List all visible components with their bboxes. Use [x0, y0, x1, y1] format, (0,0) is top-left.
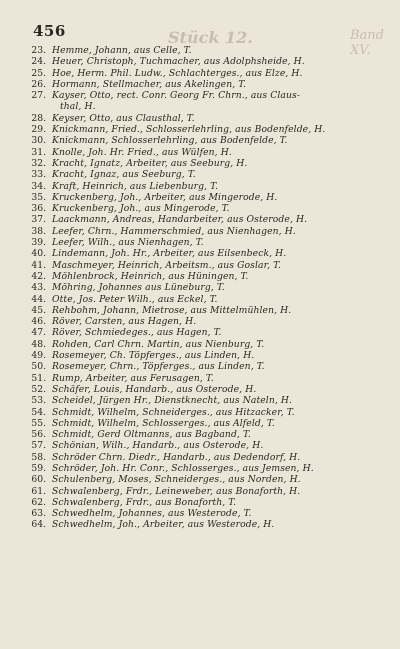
- entry-text: thal, H.: [60, 101, 96, 113]
- entry-text: Hemme, Johann, aus Celle, T.: [52, 45, 192, 56]
- entry-text: Rohden, Carl Chrn. Martin, aus Nienburg, T.: [52, 338, 265, 350]
- entry-number: 37.: [31, 214, 46, 226]
- entry-text: Knickmann, Fried., Schlosserlehrling, aus Bodenfelde, H.: [52, 124, 326, 136]
- entry-number: 28.: [31, 112, 46, 124]
- list-item: [20, 45, 388, 56]
- entry-text: Schwalenberg, Frdr., Leineweber, aus Bonaforth, H.: [52, 485, 301, 497]
- entry-number: 31.: [31, 146, 46, 158]
- list-item: [20, 305, 388, 316]
- list-item: [20, 395, 388, 406]
- list-item: [20, 68, 388, 79]
- entry-text: Schröder, Joh. Hr. Conr., Schlosserges., aus Jemsen, H.: [52, 462, 314, 474]
- list-item: [20, 169, 388, 180]
- entry-text: Kracht, Ignatz, Arbeiter, aus Seeburg, H.: [52, 157, 248, 169]
- entry-text: Rehbohm, Johann, Mietrose, aus Mittelmühlen, H.: [52, 304, 292, 316]
- entry-number: 42.: [31, 270, 46, 282]
- entry-number: 29.: [31, 124, 46, 136]
- entry-number: 59.: [31, 462, 46, 474]
- list-item: [20, 113, 388, 124]
- entry-text: Schwalenberg, Frdr., aus Bonaforth, T.: [52, 496, 237, 508]
- list-item: [20, 214, 388, 225]
- entry-text: Schulenberg, Moses, Schneiderges., aus Norden, H.: [52, 474, 301, 486]
- entry-number: 47.: [31, 327, 46, 339]
- entry-number: 56.: [31, 429, 46, 441]
- entry-number: 45.: [31, 304, 46, 316]
- entry-text: Scheidel, Jürgen Hr., Dienstknecht, aus Nateln, H.: [52, 395, 293, 407]
- list-item: [20, 248, 388, 259]
- entry-number: 24.: [31, 56, 46, 68]
- entry-text: Schwedhelm, Johannes, aus Westerode, T.: [52, 508, 252, 520]
- list-item: [20, 407, 388, 418]
- entry-number: 33.: [31, 169, 46, 181]
- entry-text: Maschmeyer, Heinrich, Arbeitsm., aus Goslar, T.: [52, 259, 282, 271]
- entry-number: 44.: [31, 293, 46, 305]
- list-item: [20, 508, 388, 519]
- list-item: [20, 440, 388, 451]
- list-item: [20, 429, 388, 440]
- entry-number: 53.: [31, 395, 46, 407]
- entry-text: Hoe, Herm. Phil. Ludw., Schlachterges., aus Elze, H.: [52, 67, 303, 79]
- entry-text: Röver, Schmiedeges., aus Hagen, T.: [52, 327, 222, 339]
- list-item: [20, 486, 388, 497]
- entry-text: Laackmann, Andreas, Handarbeiter, aus Osterode, H.: [52, 214, 308, 226]
- entry-text: Kruckenberg, Joh., aus Mingerode, T.: [52, 203, 230, 215]
- list-item: [20, 339, 388, 350]
- list-item: [20, 361, 388, 372]
- entry-text: Schmidt, Wilhelm, Schneiderges., aus Hitzacker, T.: [52, 406, 295, 418]
- entry-number: 49.: [31, 350, 46, 362]
- entry-list: [20, 45, 388, 531]
- entry-number: 58.: [31, 451, 46, 463]
- list-item: [20, 90, 388, 101]
- entry-text: Otte, Jos. Peter Wilh., aus Eckel, T.: [52, 293, 218, 305]
- entry-number: 40.: [31, 248, 46, 260]
- list-item: [20, 474, 388, 485]
- entry-text: Schröder Chrn. Diedr., Handarb., aus Dedendorf, H.: [52, 451, 301, 463]
- entry-text: Schmidt, Gerd Oltmanns, aus Bagband, T.: [52, 429, 251, 441]
- entry-text: Heuer, Christoph, Tuchmacher, aus Adolphsheide, H.: [52, 56, 305, 68]
- entry-text: Schwedhelm, Joh., Arbeiter, aus Westerode, H.: [52, 519, 275, 531]
- list-item: [20, 181, 388, 192]
- list-item: [20, 147, 388, 158]
- list-item: [20, 316, 388, 327]
- entry-number: 36.: [31, 203, 46, 215]
- entry-text: Leefer, Wilh., aus Nienhagen, T.: [52, 237, 204, 249]
- entry-text: Lindemann, Joh. Hr., Arbeiter, aus Eilsenbeck, H.: [52, 248, 287, 260]
- entry-number: 41.: [31, 259, 46, 271]
- entry-number: 38.: [31, 225, 46, 237]
- entry-text: Keyser, Otto, aus Clausthal, T.: [52, 112, 195, 124]
- list-item: [20, 282, 388, 293]
- list-item: [20, 135, 388, 146]
- entry-number: 27.: [31, 90, 46, 102]
- entry-number: 63.: [31, 508, 46, 520]
- entry-text: Schmidt, Wilhelm, Schlosserges., aus Alfeld, T.: [52, 417, 275, 429]
- entry-text: Rosemeyer, Ch. Töpferges., aus Linden, H.: [52, 350, 255, 362]
- entry-number: 32.: [31, 157, 46, 169]
- entry-number: 23.: [31, 45, 46, 56]
- entry-number: 34.: [31, 180, 46, 192]
- list-item: [20, 271, 388, 282]
- list-item: [20, 124, 388, 135]
- page-number: 456: [33, 22, 66, 40]
- list-item: [20, 327, 388, 338]
- entry-text: Kraft, Heinrich, aus Liebenburg, T.: [52, 180, 219, 192]
- list-item: [20, 226, 388, 237]
- entry-text: Schäfer, Louis, Handarb., aus Osterode, H.: [52, 383, 257, 395]
- faint-band-bleedthrough: Band XV.: [350, 28, 384, 58]
- entry-number: 61.: [31, 485, 46, 497]
- entry-number: 35.: [31, 191, 46, 203]
- entry-number: 57.: [31, 440, 46, 452]
- entry-text: Knolle, Joh. Hr. Fried., aus Wülfen, H.: [52, 146, 232, 158]
- list-item: [20, 463, 388, 474]
- entry-text: Leefer, Chrn., Hammerschmied, aus Nienhagen, H.: [52, 225, 296, 237]
- entry-number: 25.: [31, 67, 46, 79]
- entry-text: Rosemeyer, Chrn., Töpferges., aus Linden, T.: [52, 361, 265, 373]
- entry-number: 50.: [31, 361, 46, 373]
- entry-text: Möhlenbrock, Heinrich, aus Hüningen, T.: [52, 270, 249, 282]
- list-item: [20, 452, 388, 463]
- entry-text: Kracht, Ignaz, aus Seeburg, T.: [52, 169, 196, 181]
- entry-continuation: [20, 101, 388, 112]
- entry-text: Kayser, Otto, rect. Conr. Georg Fr. Chrn., aus Claus-: [52, 90, 301, 102]
- list-item: [20, 79, 388, 90]
- list-item: [20, 203, 388, 214]
- entry-number: 55.: [31, 417, 46, 429]
- entry-text: Hormann, Stellmacher, aus Akelingen, T.: [52, 78, 247, 90]
- entry-number: 62.: [31, 496, 46, 508]
- list-item: [20, 192, 388, 203]
- entry-number: 43.: [31, 282, 46, 294]
- faint-header-bleedthrough: Stück 12.: [168, 28, 253, 47]
- list-item: [20, 294, 388, 305]
- entry-number: 39.: [31, 237, 46, 249]
- entry-number: 51.: [31, 372, 46, 384]
- entry-number: 48.: [31, 338, 46, 350]
- entry-number: 30.: [31, 135, 46, 147]
- list-item: [20, 373, 388, 384]
- list-item: [20, 384, 388, 395]
- entry-text: Kruckenberg, Joh., Arbeiter, aus Mingerode, H.: [52, 191, 278, 203]
- list-item: [20, 418, 388, 429]
- entry-number: 64.: [31, 519, 46, 531]
- entry-number: 52.: [31, 383, 46, 395]
- entry-number: 46.: [31, 316, 46, 328]
- list-item: [20, 519, 388, 530]
- list-item: [20, 158, 388, 169]
- list-item: [20, 237, 388, 248]
- list-item: [20, 497, 388, 508]
- list-item: [20, 260, 388, 271]
- entry-text: Röver, Carsten, aus Hagen, H.: [52, 316, 197, 328]
- entry-text: Möhring, Johannes aus Lüneburg, T.: [52, 282, 225, 294]
- entry-text: Knickmann, Schlosserlehrling, aus Bodenfelde, T.: [52, 135, 288, 147]
- entry-number: 60.: [31, 474, 46, 486]
- list-item: [20, 56, 388, 67]
- entry-text: Rump, Arbeiter, aus Ferusagen, T.: [52, 372, 214, 384]
- list-item: [20, 350, 388, 361]
- entry-number: 54.: [31, 406, 46, 418]
- entry-number: 26.: [31, 78, 46, 90]
- entry-text: Schönian, Wilh., Handarb., aus Osterode, H.: [52, 440, 264, 452]
